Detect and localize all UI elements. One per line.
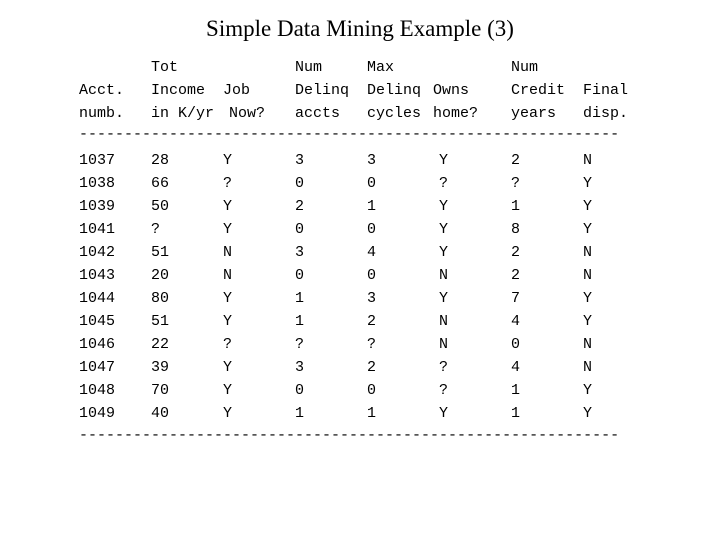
row-11-delinq-accts: 1 [295,405,305,422]
row-3-job-now: Y [223,221,233,238]
row-7-credit-years: 4 [511,313,521,330]
row-1-credit-years: ? [511,175,521,192]
row-0-credit-years: 2 [511,152,521,169]
row-8-owns-home: N [439,336,449,353]
header-credit: Credit [511,82,566,99]
row-11-income: 40 [151,405,170,422]
row-0-final-disp: N [583,152,593,169]
row-2-final-disp: Y [583,198,593,215]
row-9-delinq-accts: 3 [295,359,305,376]
row-0-delinq-cycles: 3 [367,152,377,169]
row-1-owns-home: ? [439,175,449,192]
row-11-owns-home: Y [439,405,449,422]
row-0-job-now: Y [223,152,233,169]
row-6-final-disp: Y [583,290,593,307]
row-4-delinq-accts: 3 [295,244,305,261]
row-8-acct-number: 1046 [79,336,116,353]
row-6-owns-home: Y [439,290,449,307]
row-3-owns-home: Y [439,221,449,238]
row-10-final-disp: Y [583,382,593,399]
row-10-job-now: Y [223,382,233,399]
row-6-job-now: Y [223,290,233,307]
row-3-income: ? [151,221,161,238]
row-3-delinq-accts: 0 [295,221,305,238]
row-10-acct-number: 1048 [79,382,116,399]
row-7-delinq-accts: 1 [295,313,305,330]
row-11-job-now: Y [223,405,233,422]
row-2-acct-number: 1039 [79,198,116,215]
header-delinq-accts: Delinq [295,82,350,99]
row-8-income: 22 [151,336,170,353]
row-7-job-now: Y [223,313,233,330]
row-5-credit-years: 2 [511,267,521,284]
row-11-credit-years: 1 [511,405,521,422]
row-10-owns-home: ? [439,382,449,399]
row-1-final-disp: Y [583,175,593,192]
header-years: years [511,105,557,122]
row-3-final-disp: Y [583,221,593,238]
row-10-credit-years: 1 [511,382,521,399]
row-10-delinq-accts: 0 [295,382,305,399]
row-1-income: 66 [151,175,170,192]
slide-title: Simple Data Mining Example (3) [206,16,514,41]
row-5-acct-number: 1043 [79,267,116,284]
row-6-income: 80 [151,290,170,307]
row-4-delinq-cycles: 4 [367,244,377,261]
row-0-owns-home: Y [439,152,449,169]
row-10-delinq-cycles: 0 [367,382,377,399]
row-9-income: 39 [151,359,170,376]
row-9-final-disp: N [583,359,593,376]
bottom-divider: ------------------------------------------------------------ [79,427,620,444]
row-9-job-now: Y [223,359,233,376]
header-delinq-cycles: Delinq [367,82,422,99]
row-2-income: 50 [151,198,170,215]
row-7-delinq-cycles: 2 [367,313,377,330]
header-job: Job [223,82,251,99]
row-8-credit-years: 0 [511,336,521,353]
row-6-credit-years: 7 [511,290,521,307]
row-11-acct-number: 1049 [79,405,116,422]
row-3-delinq-cycles: 0 [367,221,377,238]
header-disp: disp. [583,105,629,122]
header-accts: accts [295,105,341,122]
row-3-acct-number: 1041 [79,221,116,238]
row-2-delinq-accts: 2 [295,198,305,215]
row-8-delinq-accts: ? [295,336,305,353]
header-acct: Acct. [79,82,125,99]
row-4-job-now: N [223,244,233,261]
row-2-owns-home: Y [439,198,449,215]
row-1-delinq-cycles: 0 [367,175,377,192]
header-owns: Owns [433,82,470,99]
row-1-job-now: ? [223,175,233,192]
header-numb: numb. [79,105,125,122]
row-11-final-disp: Y [583,405,593,422]
row-8-delinq-cycles: ? [367,336,377,353]
row-9-owns-home: ? [439,359,449,376]
row-11-delinq-cycles: 1 [367,405,377,422]
header-now: Now? [229,105,266,122]
row-8-final-disp: N [583,336,593,353]
row-7-acct-number: 1045 [79,313,116,330]
header-max: Max [367,59,395,76]
row-6-delinq-cycles: 3 [367,290,377,307]
header-cycles: cycles [367,105,422,122]
row-6-delinq-accts: 1 [295,290,305,307]
row-4-final-disp: N [583,244,593,261]
row-2-delinq-cycles: 1 [367,198,377,215]
row-7-final-disp: Y [583,313,593,330]
row-4-owns-home: Y [439,244,449,261]
row-4-income: 51 [151,244,170,261]
row-0-delinq-accts: 3 [295,152,305,169]
header-income: Income [151,82,206,99]
header-in-k-yr: in K/yr [151,105,215,122]
row-10-income: 70 [151,382,170,399]
row-9-acct-number: 1047 [79,359,116,376]
row-2-job-now: Y [223,198,233,215]
row-1-delinq-accts: 0 [295,175,305,192]
row-5-delinq-accts: 0 [295,267,305,284]
top-divider: ------------------------------------------------------------ [79,126,620,143]
row-4-credit-years: 2 [511,244,521,261]
row-8-job-now: ? [223,336,233,353]
row-5-owns-home: N [439,267,449,284]
row-3-credit-years: 8 [511,221,521,238]
row-0-acct-number: 1037 [79,152,116,169]
header-tot: Tot [151,59,179,76]
row-5-final-disp: N [583,267,593,284]
row-0-income: 28 [151,152,170,169]
row-6-acct-number: 1044 [79,290,116,307]
row-7-income: 51 [151,313,170,330]
row-7-owns-home: N [439,313,449,330]
header-home: home? [433,105,479,122]
row-5-job-now: N [223,267,233,284]
row-9-credit-years: 4 [511,359,521,376]
header-num-credit: Num [511,59,539,76]
row-4-acct-number: 1042 [79,244,116,261]
header-final: Final [583,82,629,99]
row-1-acct-number: 1038 [79,175,116,192]
row-2-credit-years: 1 [511,198,521,215]
header-num: Num [295,59,323,76]
row-5-delinq-cycles: 0 [367,267,377,284]
row-9-delinq-cycles: 2 [367,359,377,376]
row-5-income: 20 [151,267,170,284]
